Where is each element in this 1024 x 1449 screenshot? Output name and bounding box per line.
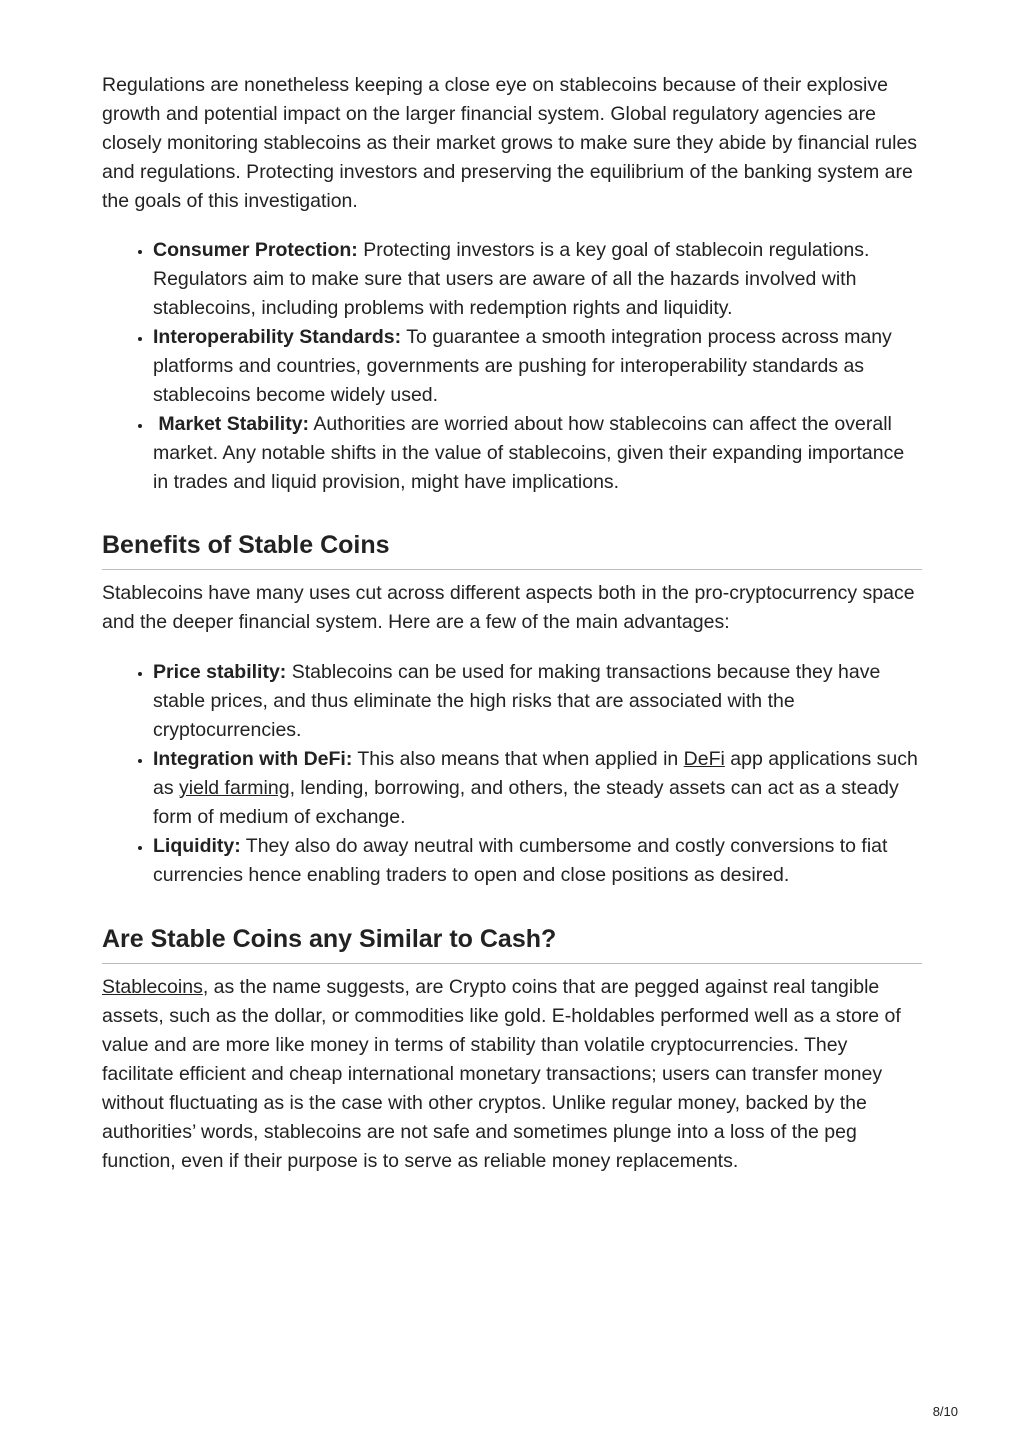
stablecoins-link[interactable]: Stablecoins: [102, 976, 203, 998]
list-item-title: Interoperability Standards:: [153, 326, 402, 348]
list-item-text: Protecting investors is a key goal of stablecoin regulations. Regulators aim to make sure that users are aware of all the hazards involved with stablecoins, including problems with redemption rights and liquidity.: [153, 239, 870, 319]
list-item-liquidity: [153, 832, 922, 890]
benefits-heading: Benefits of Stable Coins: [102, 530, 922, 570]
list-item-consumer-protection: [153, 236, 922, 323]
list-item-text: Authorities are worried about how stablecoins can affect the overall market. Any notable shifts in the value of stablecoins, given their expanding importance in trades and liquid provision, might have implications.: [153, 413, 905, 493]
page-number: 8/10: [932, 1404, 958, 1419]
list-item-title: Consumer Protection:: [153, 239, 358, 261]
list-item-title: Price stability:: [153, 661, 287, 683]
list-item-title: Liquidity:: [153, 835, 241, 857]
list-item-market-stability: [153, 410, 922, 497]
list-item-title: Integration with DeFi:: [153, 748, 353, 770]
benefits-paragraph: Stablecoins have many uses cut across different aspects both in the pro-cryptocurrency space and the deeper financial system. Here are a few of the main advantages:: [102, 582, 915, 633]
list-item-title: Market Stability:: [153, 413, 310, 435]
list-item-text: , lending, borrowing, and others, the steady assets can act as a steady form of medium of exchange.: [153, 777, 899, 828]
list-item-text: This also means that when applied in: [352, 748, 684, 770]
article-body: [102, 71, 922, 1176]
list-item-interoperability-standards: [153, 323, 922, 410]
intro-paragraph: Regulations are nonetheless keeping a close eye on stablecoins because of their explosive growth and potential impact on the larger financial system. Global regulatory agencies are closely monitoring stablecoins as their market grows to make sure they abide by financial rules and regulations. Protecting investors and preserving the equilibrium of the banking system are the goals of this investigation.: [102, 74, 918, 212]
list-item-text: app applications such as: [153, 748, 918, 799]
list-item-text: They also do away neutral with cumbersome and costly conversions to fiat currencies hence enabling traders to open and close positions as desired.: [153, 835, 888, 886]
list-item-price-stability: [153, 658, 922, 745]
regulation-list: [102, 236, 922, 497]
cash-paragraph: [102, 973, 922, 1176]
list-item-text: Stablecoins can be used for making transactions because they have stable prices, and thus eliminate the high risks that are associated with the cryptocurrencies.: [153, 661, 881, 741]
cash-paragraph-text: , as the name suggests, are Crypto coins that are pegged against real tangible assets, such as the dollar, or commodities like gold. E-holdables performed well as a store of value and are more like money in terms of stability than volatile cryptocurrencies. They facilitate efficient and cheap international monetary transactions; users can transfer money without fluctuating as is the case with other cryptos. Unlike regular money, backed by the authorities’ words, stablecoins are not safe and sometimes plunge into a loss of the peg function, even if their purpose is to serve as reliable money replacements.: [102, 976, 901, 1172]
cash-heading: Are Stable Coins any Similar to Cash?: [102, 924, 922, 964]
benefits-list: [102, 658, 922, 890]
list-item-text: To guarantee a smooth integration process across many platforms and countries, governments are pushing for interoperability standards as stablecoins become widely used.: [153, 326, 892, 406]
list-item-integration-defi: [153, 745, 922, 832]
defi-link[interactable]: DeFi: [683, 748, 725, 770]
yield-farming-link[interactable]: yield farming: [179, 777, 290, 799]
